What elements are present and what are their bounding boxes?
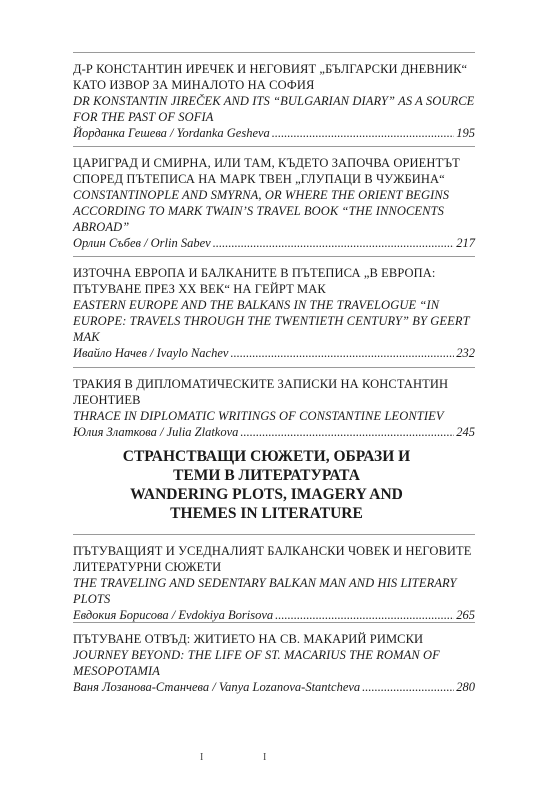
entry-author-row	[73, 679, 475, 695]
entry-title-en: PLOTS	[73, 592, 111, 606]
entry-title-bg: Д-Р КОНСТАНТИН ИРЕЧЕК И НЕГОВИЯТ „БЪЛГАРСКИ ДНЕВНИК“	[73, 62, 468, 76]
dot-leader	[213, 235, 455, 251]
toc-entry	[73, 534, 475, 623]
entry-author-row	[73, 345, 475, 361]
entry-page-number: 217	[456, 236, 475, 250]
entry-title-bg: ПЪТУВАНЕ ПРЕЗ XX ВЕК“ НА ГЕЙРТ МАК	[73, 282, 326, 296]
entry-title-bg: ПЪТУВАЩИЯТ И УСЕДНАЛИЯТ БАЛКАНСКИ ЧОВЕК И НЕГОВИТЕ	[73, 544, 472, 558]
entry-title-bg: ЦАРИГРАД И СМИРНА, ИЛИ ТАМ, КЪДЕТО ЗАПОЧВА ОРИЕНТЪТ	[73, 156, 460, 170]
entry-author: Йорданка Гешева / Yordanka Gesheva	[73, 126, 270, 140]
dot-leader	[272, 125, 454, 141]
entry-page-number: 265	[456, 608, 475, 622]
entry-title-en: EUROPE: TRAVELS THROUGH THE TWENTIETH CENTURY” BY GEERT	[73, 314, 470, 328]
entry-author-row	[73, 607, 475, 623]
section-heading-bg: СТРАНСТВАЩИ СЮЖЕТИ, ОБРАЗИ И	[122, 448, 411, 465]
entry-title-en: CONSTANTINOPLE AND SMYRNA, OR WHERE THE ORIENT BEGINS	[73, 188, 450, 202]
page-mark: I	[200, 752, 204, 763]
entry-separator	[73, 52, 475, 53]
dot-leader	[230, 345, 454, 361]
toc-entry	[73, 622, 475, 695]
entry-separator	[73, 534, 475, 535]
entry-title-bg: ЛЕОНТИЕВ	[73, 393, 141, 407]
entry-title-bg: ИЗТОЧНА ЕВРОПА И БАЛКАНИТЕ В ПЪТЕПИСА „В ЕВРОПА:	[73, 266, 436, 280]
entry-separator	[73, 367, 475, 368]
entry-title-en: MAK	[73, 330, 100, 344]
toc-entry	[73, 256, 475, 361]
dot-leader	[275, 607, 454, 623]
section-heading-bg: ТЕМИ В ЛИТЕРАТУРАТА	[173, 467, 360, 484]
page-mark: I	[263, 752, 267, 763]
entry-separator	[73, 622, 475, 623]
entry-title-en: THE TRAVELING AND SEDENTARY BALKAN MAN AND HIS LITERARY	[73, 576, 457, 590]
entry-page-number: 232	[456, 346, 475, 360]
entry-page-number: 280	[456, 680, 475, 694]
entry-title-bg: ПЪТУВАНЕ ОТВЪД: ЖИТИЕТО НА СВ. МАКАРИЙ РИМСКИ	[73, 632, 424, 646]
entry-author: Орлин Събев / Orlin Sabev	[73, 236, 211, 250]
entry-author: Евдокия Борисова / Evdokiya Borisova	[73, 608, 274, 622]
entry-page-number: 245	[456, 425, 475, 439]
entry-title-en: DR KONSTANTIN JIREČEK AND ITS “BULGARIAN DIARY” AS A SOURCE	[73, 94, 475, 108]
entry-title-en: THRACE IN DIPLOMATIC WRITINGS OF CONSTANTINE LEONTIEV	[73, 409, 444, 423]
entry-author: Ваня Лозанова-Станчева / Vanya Lozanova-Stantcheva	[73, 680, 361, 694]
entry-title-bg: ЛИТЕРАТУРНИ СЮЖЕТИ	[73, 560, 222, 574]
dot-leader	[240, 424, 454, 440]
entry-separator	[73, 256, 475, 257]
entry-author-row	[73, 424, 475, 440]
entry-separator	[73, 146, 475, 147]
entry-title-bg: СПОРЕД ПЪТЕПИСА НА МАРК ТВЕН „ГЛУПАЦИ В ЧУЖБИНА“	[73, 172, 445, 186]
entry-title-en: MESOPOTAMIA	[73, 664, 160, 678]
entry-title-en: JOURNEY BEYOND: THE LIFE OF ST. MACARIUS THE ROMAN OF	[73, 648, 440, 662]
toc-entry	[73, 367, 475, 440]
section-heading-en: THEMES IN LITERATURE	[170, 505, 363, 522]
entry-page-number: 195	[456, 126, 475, 140]
entry-title-en: EASTERN EUROPE AND THE BALKANS IN THE TRAVELOGUE “IN	[73, 298, 440, 312]
dot-leader	[362, 679, 454, 695]
entry-title-en: ACCORDING TO MARK TWAIN’S TRAVEL BOOK “THE INNOCENTS	[73, 204, 444, 218]
entry-title-en: ABROAD”	[73, 220, 130, 234]
entry-title-en: FOR THE PAST OF SOFIA	[73, 110, 214, 124]
entry-title-bg: КАТО ИЗВОР ЗА МИНАЛОТО НА СОФИЯ	[73, 78, 315, 92]
entry-author-row	[73, 125, 475, 141]
toc-entry	[73, 52, 475, 141]
entry-author-row	[73, 235, 475, 251]
entry-title-bg: ТРАКИЯ В ДИПЛОМАТИЧЕСКИТЕ ЗАПИСКИ НА КОНСТАНТИН	[73, 377, 449, 391]
section-heading-en: WANDERING PLOTS, IMAGERY AND	[130, 486, 403, 503]
entry-author: Юлия Златкова / Julia Zlatkova	[73, 425, 239, 439]
section-heading	[0, 447, 533, 523]
toc-entry	[73, 146, 475, 251]
entry-author: Ивайло Начев / Ivaylo Nachev	[73, 346, 229, 360]
